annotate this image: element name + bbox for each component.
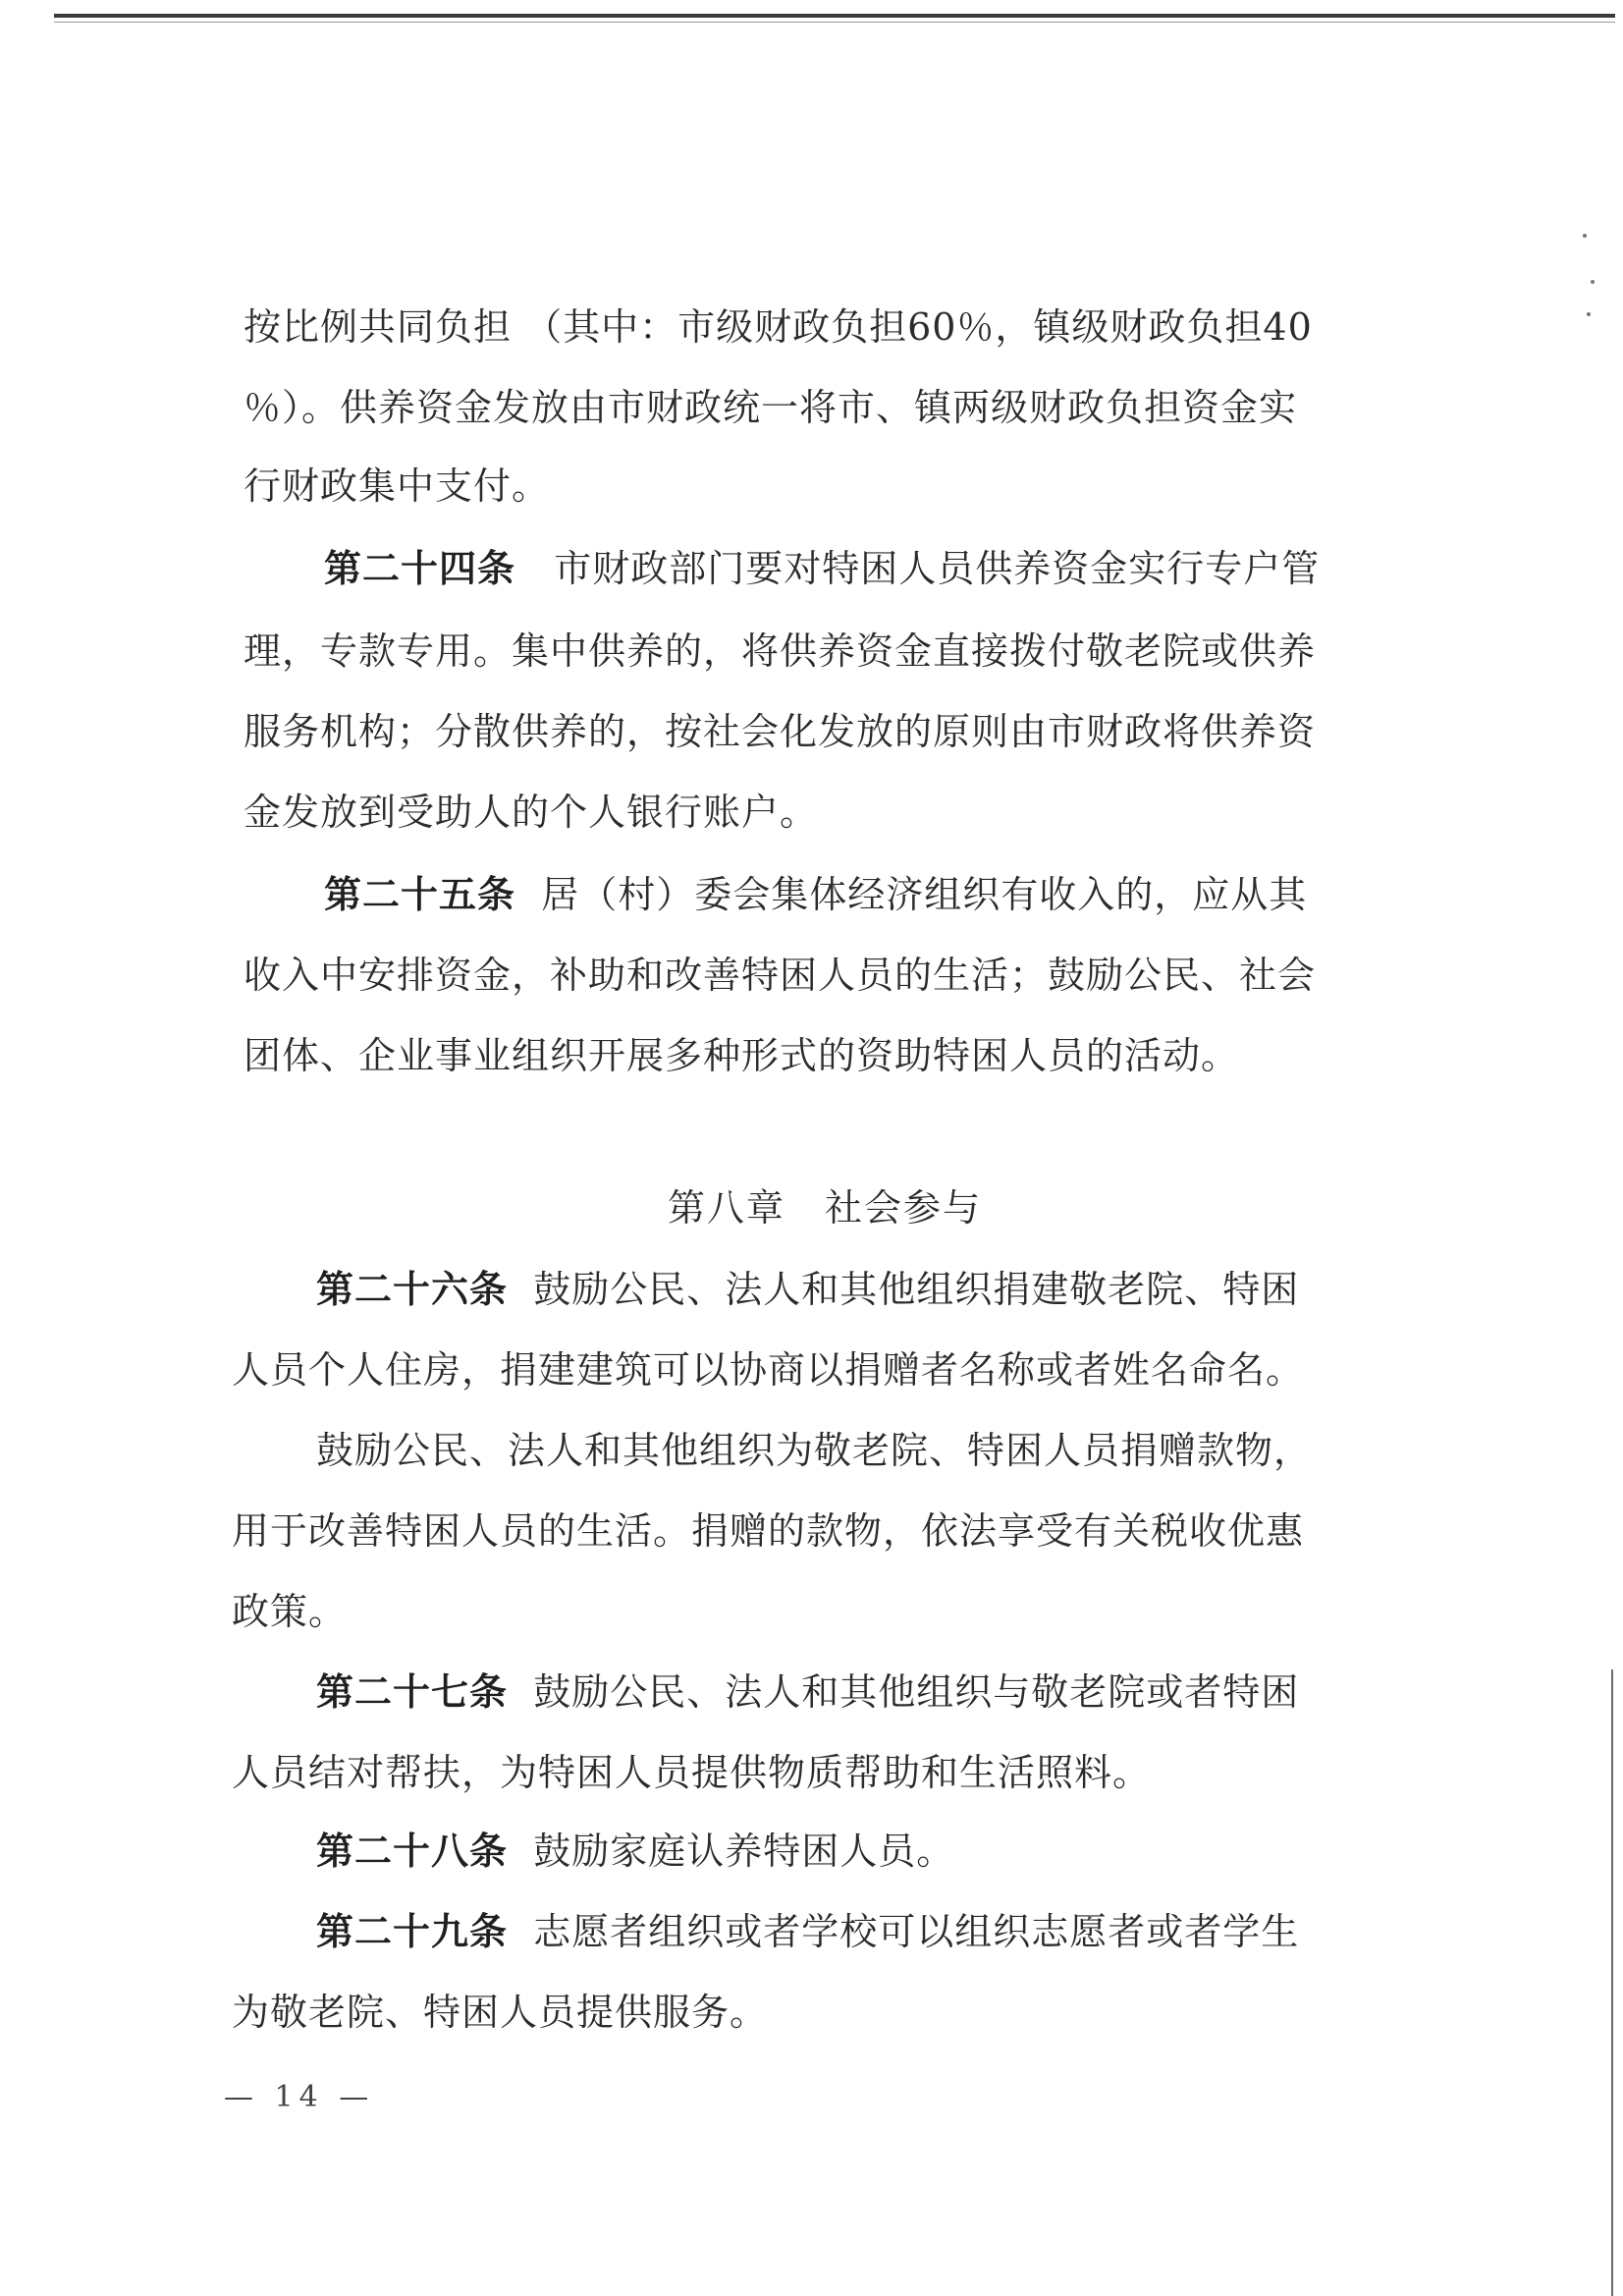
right-scan-edge — [1611, 1669, 1613, 2296]
top-border-rule — [54, 14, 1615, 18]
scan-speck — [1591, 280, 1595, 284]
body-line: 理，专款专用。集中供养的，将供养资金直接拨付敬老院或供养 — [243, 629, 1317, 673]
article-heading: 第二十八条 — [316, 1829, 509, 1873]
article-28 — [316, 1829, 954, 1874]
chapter-title: 第八章 社会参与 — [668, 1186, 983, 1230]
body-line: 用于改善特困人员的生活。捐赠的款物，依法享受有关税收优惠 — [232, 1509, 1305, 1553]
article-text: 鼓励公民、法人和其他组织与敬老院或者特困 — [533, 1670, 1300, 1714]
body-line: 人员结对帮扶，为特困人员提供物质帮助和生活照料。 — [232, 1751, 1152, 1794]
article-text: 鼓励家庭认养特困人员。 — [533, 1830, 955, 1873]
body-line: 团体、企业事业组织开展多种形式的资助特困人员的活动。 — [243, 1034, 1240, 1077]
article-heading: 第二十六条 — [316, 1267, 509, 1311]
article-text: 志愿者组织或者学校可以组织志愿者或者学生 — [533, 1910, 1300, 1953]
article-26 — [316, 1267, 1299, 1312]
article-heading: 第二十七条 — [316, 1669, 509, 1714]
body-line: 服务机构；分散供养的，按社会化发放的原则由市财政将供养资 — [243, 710, 1317, 753]
article-heading: 第二十四条 — [324, 546, 516, 590]
scan-speck — [1583, 234, 1587, 238]
article-25 — [324, 872, 1307, 917]
article-29 — [316, 1909, 1299, 1954]
article-heading: 第二十五条 — [324, 872, 516, 916]
page-number: — 14 — — [224, 2080, 375, 2114]
article-24 — [324, 546, 1320, 591]
body-line: 政策。 — [232, 1590, 348, 1633]
body-line: 收入中安排资金，补助和改善特困人员的生活；鼓励公民、社会 — [243, 954, 1317, 997]
article-27 — [316, 1669, 1299, 1715]
body-line: 行财政集中支付。 — [243, 465, 551, 508]
article-text: 鼓励公民、法人和其他组织捐建敬老院、特困 — [533, 1268, 1300, 1311]
article-text: 居（村）委会集体经济组织有收入的，应从其 — [541, 873, 1308, 916]
scan-speck — [1587, 312, 1591, 316]
body-line: 鼓励公民、法人和其他组织为敬老院、特困人员捐赠款物， — [316, 1429, 1313, 1472]
body-line: ％）。供养资金发放由市财政统一将市、镇两级财政负担资金实 — [243, 386, 1298, 429]
body-line: 按比例共同负担 （其中：市级财政负担60％，镇级财政负担40 — [243, 305, 1313, 349]
top-border-rule-thin — [54, 22, 1615, 23]
article-heading: 第二十九条 — [316, 1909, 509, 1953]
body-line: 人员个人住房，捐建建筑可以协商以捐赠者名称或者姓名命名。 — [232, 1348, 1305, 1392]
body-line: 为敬老院、特困人员提供服务。 — [232, 1991, 769, 2034]
article-text: 市财政部门要对特困人员供养资金实行专户管 — [554, 547, 1321, 590]
body-line: 金发放到受助人的个人银行账户。 — [243, 791, 819, 834]
